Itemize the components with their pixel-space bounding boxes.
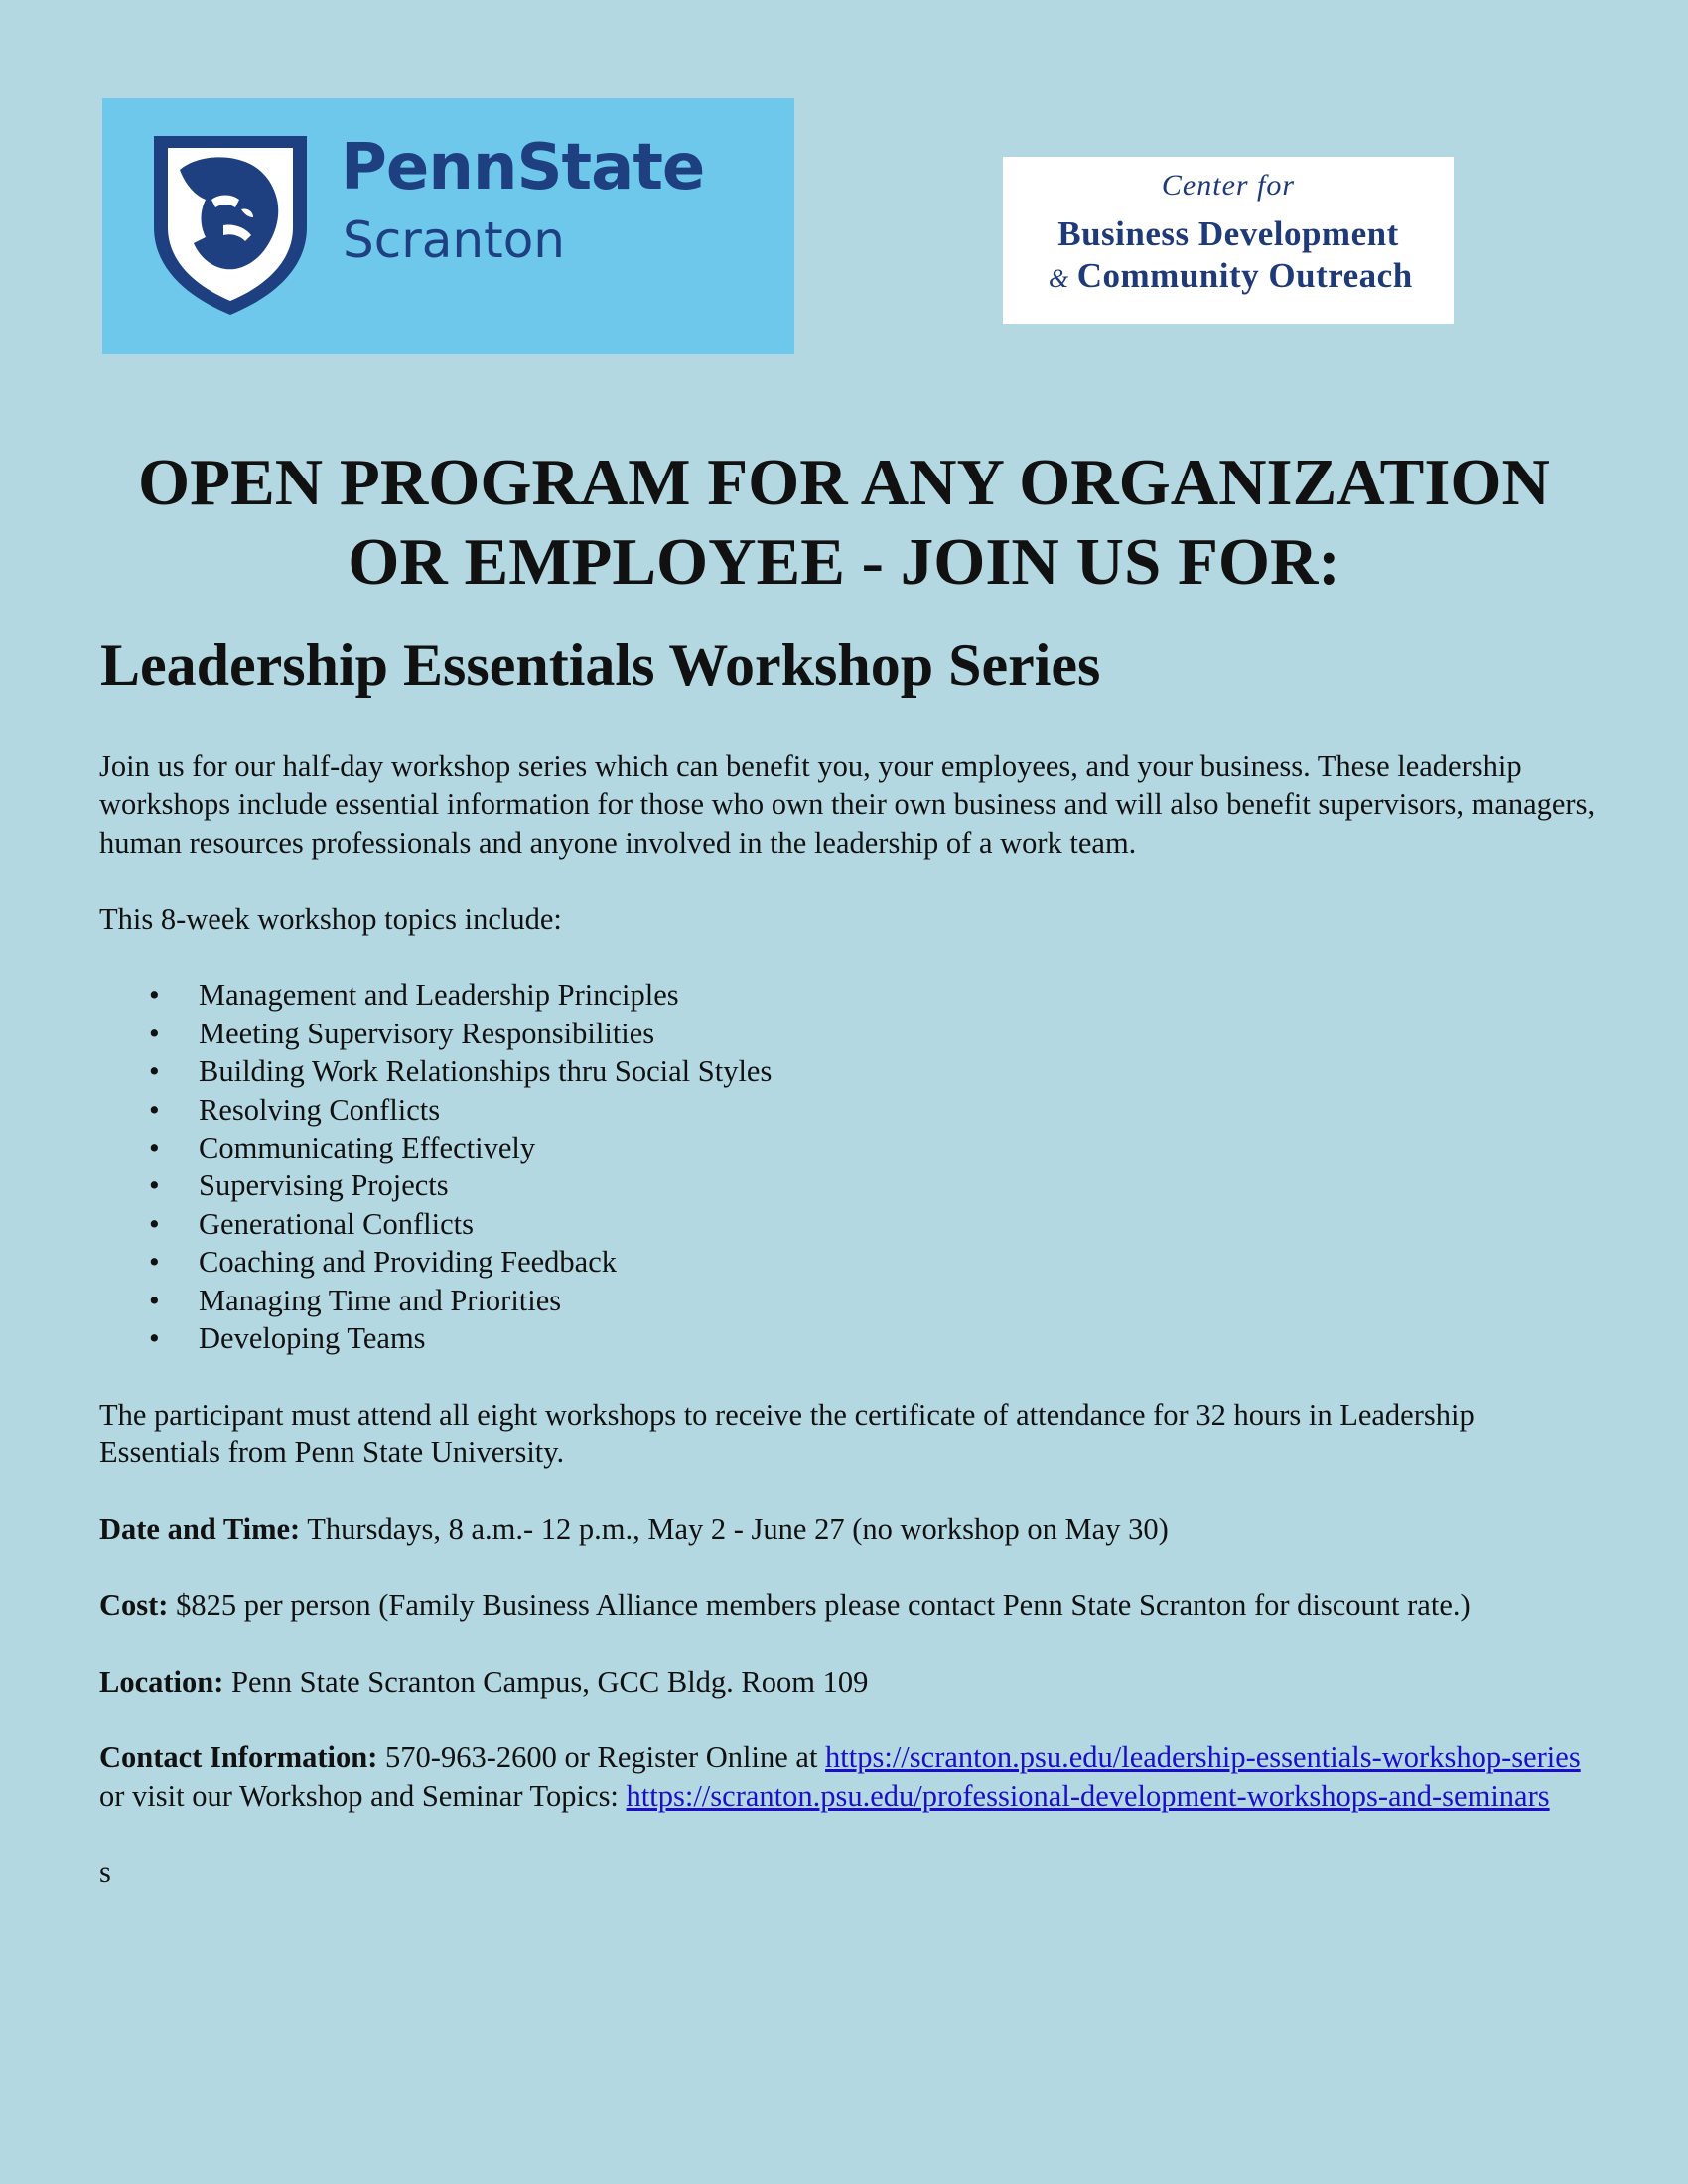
location-value: Penn State Scranton Campus, GCC Bldg. Room 109 [223,1664,869,1699]
contact-text-before-link: 570-963-2600 or Register Online at [377,1740,826,1775]
list-item: • Supervising Projects [199,1166,1599,1204]
psu-campus-name: Scranton [343,211,565,269]
contact-text-between: or visit our Workshop and Seminar Topics: [99,1778,627,1813]
date-time-value: Thursdays, 8 a.m.- 12 p.m., May 2 - June 27 (no workshop on May 30) [300,1512,1169,1547]
certificate-note: The participant must attend all eight workshops to receive the certificate of attendance for 32 hours in Leadership Essentials from Penn State University. [99,1397,1475,1470]
cbd-business-development-text: Business Development [1057,214,1399,253]
topics-intro: This 8-week workshop topics include: [99,901,562,936]
list-item: • Coaching and Providing Feedback [199,1243,1599,1281]
intro-paragraph: Join us for our half-day workshop series which can benefit you, your employees, and your business. These leadership workshops include essential information for those who own their own business and will also benefit supervisors, managers, human resources professionals and anyone involved in the leadership of a work team. [99,750,1596,860]
workshop-topics-link[interactable]: https://scranton.psu.edu/professional-development-workshops-and-seminars [626,1778,1550,1813]
cost-line [99,1586,1599,1624]
list-item: • Building Work Relationships thru Social Styles [199,1052,1599,1090]
cost-label: Cost: [99,1587,169,1622]
date-time-line [99,1510,1599,1548]
headline-line-2: OR EMPLOYEE - JOIN US FOR: [348,525,1340,599]
flyer-content [99,748,1599,1929]
cost-value: $825 per person (Family Business Alliance members please contact Penn State Scranton for discount rate.) [168,1587,1471,1622]
date-time-label: Date and Time: [99,1512,301,1547]
cbd-ampersand: & [1049,264,1069,293]
trailing-text: s [99,1854,111,1889]
contact-label: Contact Information: [99,1740,378,1775]
location-label: Location: [99,1664,224,1699]
list-item: • Management and Leadership Principles [199,976,1599,1014]
topics-list [99,976,1599,1357]
nittany-lion-shield-icon [150,130,311,319]
list-item: • Resolving Conflicts [199,1091,1599,1129]
series-title: Leadership Essentials Workshop Series [100,632,1101,698]
headline-line-1: OPEN PROGRAM FOR ANY ORGANIZATION [138,446,1550,519]
cbd-community-outreach-text: Community Outreach [1076,256,1413,295]
page-headline [79,443,1609,602]
list-item: • Communicating Effectively [199,1129,1599,1166]
center-for-business-development-logo [1003,157,1454,324]
register-online-link[interactable]: https://scranton.psu.edu/leadership-essentials-workshop-series [825,1740,1581,1775]
list-item: • Developing Teams [199,1319,1599,1357]
penn-state-scranton-logo [102,98,794,354]
cbd-community-outreach-line [1049,258,1454,293]
location-line [99,1663,1599,1701]
psu-wordmark: PennState [341,131,705,205]
contact-line [99,1738,1599,1815]
cbd-center-for-text: Center for [1161,169,1296,202]
list-item: • Meeting Supervisory Responsibilities [199,1015,1599,1052]
list-item: • Managing Time and Priorities [199,1282,1599,1319]
list-item: • Generational Conflicts [199,1205,1599,1243]
